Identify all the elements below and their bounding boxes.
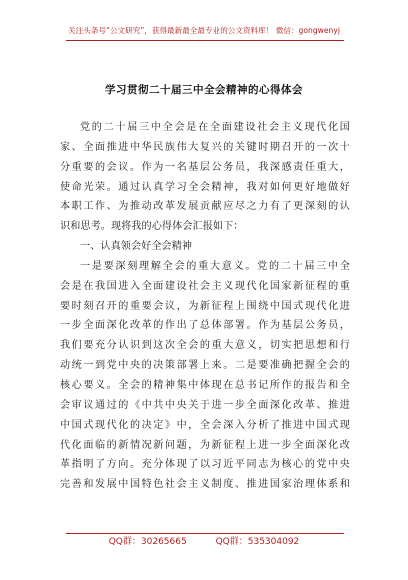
paragraph-line: 使命光荣。通过认真学习全会精神，我对如何更好地做好 bbox=[60, 181, 350, 193]
paragraph-line: 家、全面推进中华民族伟大复兴的关键时期召开的一次十 bbox=[60, 141, 350, 153]
paragraph-line: 一步全面深化改革的作出了总体部署。作为基层公务员， bbox=[60, 320, 350, 332]
document-body bbox=[60, 118, 350, 495]
paragraph-line: 分重要的会议。作为一名基层公务员，我深感责任重大， bbox=[60, 161, 350, 173]
paragraph-line: 我们要充分认识到这次全会的重大意义，切实把思想和行 bbox=[60, 340, 350, 352]
paragraph-line: 会是在我国进入全面建设社会主义现代化国家新征程的重 bbox=[60, 280, 350, 292]
paragraph-line: 要时刻召开的重要会议，为新征程上围绕中国式现代化进 bbox=[60, 300, 350, 312]
paragraph-line: 一是要深刻理解全会的重大意义。党的二十届三中全 bbox=[80, 260, 350, 272]
paragraph-line: 党的二十届三中全会是在全面建设社会主义现代化国 bbox=[80, 122, 350, 133]
section-heading: 一、认真领会好全会精神 bbox=[80, 241, 193, 253]
qq-group-2: QQ群：535304092 bbox=[215, 537, 300, 547]
document-title: 学习贯彻二十届三中全会精神的心得体会 bbox=[105, 84, 303, 96]
paragraph-line: 完善和发展中国特色社会主义制度、推进国家治理体系和 bbox=[60, 479, 350, 491]
paragraph-line: 中国式现代化的决定》中，全会深入分析了推进中国式现 bbox=[60, 419, 350, 431]
paragraph-line: 会审议通过的《中共中央关于进一步全面深化改革、推进 bbox=[60, 399, 350, 411]
footer bbox=[0, 536, 408, 548]
paragraph-line: 本职工作、为推动改革发展贡献应尽之力有了更深刻的认 bbox=[60, 201, 350, 213]
top-banner: 关注头条号“公文研究”，获得最新最全最专业的公文资料库！ 微信：gongwenyj bbox=[68, 26, 340, 35]
qq-group-1: QQ群：30265665 bbox=[108, 537, 187, 547]
paragraph-line: 动统一到党中央的决策部署上来。二是要准确把握全会的 bbox=[60, 360, 350, 372]
footer-divider bbox=[66, 533, 344, 534]
paragraph-line: 革指明了方向。充分体现了以习近平同志为核心的党中央 bbox=[60, 459, 350, 471]
paragraph-line: 核心要义。全会的精神集中体现在总书记所作的报告和全 bbox=[60, 379, 350, 391]
paragraph-line: 识和思考。现将我的心得体会汇报如下： bbox=[60, 221, 244, 233]
header-divider bbox=[66, 40, 344, 41]
paragraph-line: 代化面临的新情况新问题，为新征程上进一步全面深化改 bbox=[60, 439, 350, 451]
